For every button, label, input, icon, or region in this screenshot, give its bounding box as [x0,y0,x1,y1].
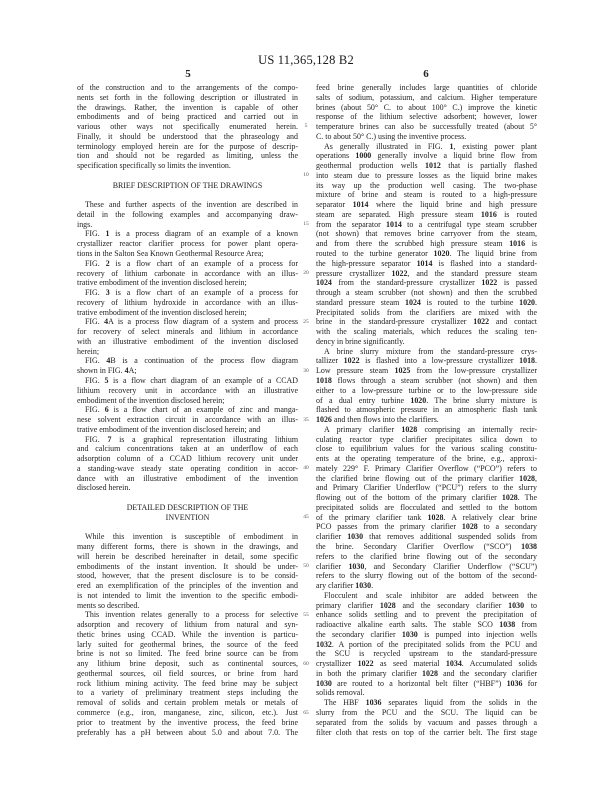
text-line: with the scaling materials, which reduces the scaling ten- [316,327,537,337]
reference-numeral: 1014 [416,258,433,268]
reference-numeral: 1032 [316,639,332,649]
reference-numeral: 1018 [519,356,536,366]
text-line: ary clarifier 1030. [316,581,374,591]
text-line: removal of solids and certain problem metals or metals of [77,698,298,708]
reference-numeral: 1025 [394,366,411,376]
reference-numeral: 1030 [508,600,525,610]
text-line: clarifier 1030, and Secondary Clarifier Underflow (“SCU”) [316,561,537,571]
reference-numeral: 1028 [519,473,536,483]
reference-numeral: 1030 [347,532,364,542]
reference-numeral: 1020 [433,249,450,259]
text-line: Low pressure steam 1025 from the low-pressure crystallizer [316,366,537,376]
reference-numeral: 4 [104,317,109,327]
reference-numeral: 1028 [422,668,438,678]
text-line: thetic brines using CCAD. While the invention is particu- [77,629,298,639]
text-line [77,493,298,503]
reference-numeral: 1014 [386,219,402,229]
text-line: tion and should not be regarded as limiting, unless the [77,151,298,161]
text-line: the brine. Secondary Clarifier Overflow (“SCO”) 1038 [316,541,537,551]
text-line: many different forms, there is shown in the drawings, and [77,541,298,551]
reference-numeral: 1034 [445,659,462,669]
text-line: either to a low-pressure turbine or to the low-pressure side [316,385,537,395]
text-line: 1018 flows through a steam scrubber (not shown) and then [316,375,537,385]
reference-numeral: 1020 [519,297,536,307]
text-line: filter cloth that rests on top of the carrier belt. The first stage [316,727,537,737]
line-number: 60 [303,661,309,668]
reference-numeral: 4 [124,366,129,376]
text-line: the secondary clarifier 1030 is pumped into injection wells [316,629,537,639]
reference-numeral: 1016 [509,239,526,249]
text-line: ered an exemplification of the principles of the invention and [77,581,298,591]
reference-numeral: 1038 [521,541,537,551]
reference-numeral: 1 [105,229,110,239]
text-line [77,190,298,200]
reference-numeral: 1024 [405,297,421,307]
text-line: rock lithium mining activity. The feed brine may be subject [77,678,298,688]
reference-numeral: 1028 [379,600,396,610]
reference-numeral: 1036 [365,698,382,708]
text-line: routed to the turbine generator 1020. The liquid brine from [316,249,537,259]
text-line: tions in the Salton Sea Known Geothermal Resource Area; [77,249,264,259]
text-line: refers to the slurry flowing out of the bottom of the second- [316,571,537,581]
text-line: and Primary Clarifier Underflow (“PCU”) refers to the slurry [316,483,537,493]
reference-numeral: 1028 [461,522,478,532]
text-line: These and further aspects of the invention are described in [85,200,298,210]
text-line: through a steam scrubber (not shown) and then the scrubbed [316,288,537,298]
line-number: 5 [304,123,308,130]
reference-numeral: 1028 [501,493,518,503]
line-number: 65 [303,709,309,716]
text-line: tallizer 1022 is flashed into a low-pressure crystallizer 1018. [316,356,537,366]
text-line: adsorption and recovery of lithium from natural and syn- [77,620,298,630]
text-line: Flocculent and scale inhibitor are added between the [324,590,537,600]
text-line: shown in FIG. 4A; [77,366,137,376]
text-line: Precipitated solids from the clarifiers are mixed with the [316,307,537,317]
text-line: and from there the scrubbed high pressure steam 1016 is [316,239,537,249]
text-line: FIG. 6 is a flow chart of an example of zinc and manga- [85,405,298,415]
reference-numeral: 1 [449,141,454,151]
text-line: response of the lithium selective adsorbent; however, lower [316,112,537,122]
text-line: recovery of lithium carbonate in accordance with an illus- [77,268,298,278]
text-line: of the primary clarifier tank 1028. A relatively clear brine [316,512,537,522]
text-line: PCO passes from the primary clarifier 1028 to a secondary [316,522,538,532]
section-heading: DETAILED DESCRIPTION OF THE [126,502,249,512]
text-line: 1030 are routed to a horizontal belt filter (“HBF”) 1036 for [316,678,537,688]
text-line: from the separator 1014 to a centrifugal type steam scrubber [316,219,537,229]
reference-numeral: 2 [105,258,110,268]
text-line: trative embodiment of the invention disclosed herein; [77,278,247,288]
text-line: brine is not so limited. The feed brine source can be from [77,649,298,659]
reference-numeral: 1014 [352,200,369,210]
text-line: operations 1000 generally involve a liquid brine flow from [316,151,537,161]
text-line: trative embodiment of the invention disclosed herein; [77,307,247,317]
text-line: radioactive alkaline earth salts. The stable SCO 1038 from [316,620,537,630]
column-number-right: 6 [423,68,429,80]
reference-numeral: 3 [105,288,110,298]
text-line: the drawings. Rather, the invention is capable of other [77,102,298,112]
text-line: is not intended to limit the invention to the specific embodi- [77,590,298,600]
column-number-left: 5 [185,68,191,80]
reference-numeral: 1038 [499,620,516,630]
text-line: any lithium brine deposit, such as continental sources, [77,659,298,669]
text-line: 1026 and then flows into the clarifiers. [316,415,439,425]
text-line: will herein be described hereinafter in detail, some specific [77,551,298,561]
reference-numeral: 1024 [316,278,332,288]
text-line: precipitated solids are flocculated and settled to the bottom [316,502,537,512]
line-number: 15 [303,220,309,227]
text-line: a standing-wave steady state operating condition in accor- [77,463,298,473]
text-line: larly suited for geothermal brines, the source of the feed [77,639,298,649]
reference-numeral: 1022 [473,317,490,327]
line-number: 10 [303,172,309,179]
text-line: FIG. 2 is a flow chart of an example of a process for [85,258,298,268]
text-line: lithium recovery unit in accordance with an illustrative [77,385,298,395]
reference-numeral: 1018 [316,375,332,385]
reference-numeral: 4 [106,356,111,366]
text-line: FIG. 1 is a process diagram of an example of a known [85,229,298,239]
text-line: ments so described. [77,600,140,610]
text-line: embodiments of the instant invention. It should be under- [77,561,298,571]
reference-numeral: 1022 [343,356,360,366]
reference-numeral: 5 [104,375,109,385]
text-line: primary clarifier 1028 and the secondary clarifier 1030 to [316,600,538,610]
reference-numeral: 1030 [348,561,365,571]
text-line: trative embodiment of the invention disclosed herein; and [77,424,261,434]
text-line: disclosed herein. [77,483,131,493]
text-line: the high-pressure separator 1014 is flashed into a standard- [316,258,537,268]
text-line: This invention relates generally to a process for selective [85,610,298,620]
text-line: commerce (e.g., iron, manganese, zinc, silicon, etc.). Just [77,708,298,717]
text-line: As generally illustrated in FIG. 1, existing power plant [324,141,537,151]
text-line: brines (about 50° C. to about 100° C.) improve the kinetic [316,102,537,112]
text-line: dency in brine significantly. [316,336,405,346]
text-line: stood, however, that the present disclosure is to be consid- [77,571,298,581]
text-line: dance with an illustrative embodiment of the invention [77,473,298,483]
text-line: FIG. 4B is a continuation of the process flow diagram [85,356,298,366]
text-line: FIG. 3 is a flow chart of an example of a process for [85,288,298,298]
text-line: slurry from the PCU and the SCU. The liquid can be [316,708,537,717]
reference-numeral: 1020 [410,395,427,405]
section-heading: BRIEF DESCRIPTION OF THE DRAWINGS [112,180,263,190]
reference-numeral: 1030 [316,678,332,688]
text-line: the SCU is recycled upstream to the standard-pressure [316,649,537,659]
text-line: clarifier 1030 that removes additional suspended solids from [316,532,537,542]
reference-numeral: 1000 [355,151,372,161]
text-line: mixture of brine and steam is routed to a high-pressure [316,190,537,200]
text-line: geothermal sources, oil field sources, or brine from hard [77,668,298,678]
text-line: salts of sodium, potassium, and calcium. Higher temperature [316,92,537,102]
text-line: 1032. A portion of the precipitated solids from the PCU and [316,639,537,649]
line-number: 40 [303,465,309,472]
text-line: steam are separated. High pressure steam 1016 is routed [316,209,537,219]
text-line: various other ways not specifically enumerated herein. [77,122,298,132]
text-line: close to equilibrium values for the various scaling constitu- [316,444,537,454]
text-line: flashed to atmospheric pressure in an atmospheric flash tank [316,405,537,415]
text-line: FIG. 5 is a flow chart diagram of an example of a CCAD [85,375,298,385]
right-text-column [316,83,537,737]
text-line: its way up the production well casing. The two-phase [316,180,537,190]
text-line [77,522,298,532]
text-line: nents set forth in the following description or illustrated in [77,92,298,102]
text-line: into steam due to pressure losses as the liquid brine makes [316,170,537,180]
left-text-column [77,83,298,737]
reference-numeral: 1030 [355,581,372,591]
text-line: While this invention is susceptible of embodiment in [85,532,298,542]
text-line [77,171,298,181]
text-line: (not shown) that removes brine carryover from the steam, [316,229,537,239]
text-line: flowing out of the bottom of the primary clarifier 1028. The [316,493,538,503]
text-line: FIG. 4A is a process flow diagram of a system and process [85,317,298,327]
text-line: crystallizer reactor clarifier process for power plant opera- [77,239,298,249]
line-number: 35 [303,416,309,423]
reference-numeral: 1022 [481,278,498,288]
text-line: of the construction and to the arrangements of the compo- [77,83,298,92]
text-line: pressure crystallizer 1022, and the standard pressure steam [316,268,537,278]
text-line: culating reactor type clarifier precipitates silica down to [316,434,537,444]
text-line: enhance solids settling and to prevent the precipitation of [316,610,537,620]
text-line: ents at the operating temperature of the brine, e.g., approxi- [316,454,537,464]
text-line: brine in the standard-pressure crystallizer 1022 and contact [316,317,537,327]
text-line: detail in the following examples and accompanying draw- [77,209,298,219]
text-line: to a variety of preliminary treatment steps including the [77,688,298,698]
text-line: and calcium concentrations taken at an underflow of each [77,444,298,454]
text-line: mately 229° F. Primary Clarifier Overflow (“PCO”) refers to [316,463,537,473]
text-line: FIG. 7 is a graphical representation illustrating lithium [85,434,298,444]
line-number: 50 [303,563,309,570]
text-line: herein; [77,346,100,356]
text-line: standard pressure steam 1024 is routed to the turbine 1020. [316,297,537,307]
text-line: separated from the solids by vacuum and passes through a [316,717,537,727]
line-number: 55 [303,612,309,619]
text-line: with an illustrative embodiment of the invention disclosed [77,336,298,346]
text-line: 1024 from the standard-pressure crystallizer 1022 is passed [316,278,537,288]
text-line: adsorption column of a CCAD lithium recovery unit under [77,454,298,464]
text-line: The HBF 1036 separates liquid from the solids in the [324,698,537,708]
reference-numeral: 1016 [480,209,497,219]
text-line: the clarified brine flowing out of the primary clarifier 1028, [316,473,537,483]
text-line: separator 1014 where the liquid brine and high pressure [316,200,537,210]
reference-numeral: 1026 [316,415,332,425]
reference-numeral: 1036 [506,678,523,688]
text-line: feed brine generally includes large quantities of chloride [316,83,537,92]
text-line: in both the primary clarifier 1028 and the secondary clarifier [316,668,537,678]
text-line: solids removal. [316,688,365,698]
reference-numeral: 6 [104,405,109,415]
text-line: C. to about 50° C.) using the inventive process. [316,131,467,141]
text-line: recovery of lithium hydroxide in accordance with an illus- [77,297,298,307]
text-line: geothermal production wells 1012 that is partially flashed [316,161,537,171]
line-number: 30 [303,367,309,374]
reference-numeral: 7 [107,434,112,444]
text-line: preferably has a pH between about 5.0 and about 7.0. The [77,727,298,737]
text-line: temperature brines can also be successfully treated (about 5° [316,122,537,132]
text-line: A brine slurry mixture from the standard-pressure crys- [324,346,537,356]
line-number: 45 [303,514,309,521]
reference-numeral: 1012 [425,161,441,171]
patent-number-header: US 11,365,128 B2 [258,53,354,67]
text-line: ings. [77,219,93,229]
reference-numeral: 1028 [427,512,444,522]
text-line: embodiments and of being practiced and carried out in [77,112,298,122]
text-line: Finally, it should be understood that the phraseology and [77,131,298,141]
text-line: prior to treatment by the inventive process, the feed brine [77,717,298,727]
text-line: terminology employed herein are for the purpose of descrip- [77,141,298,151]
text-line: A primary clarifier 1028 comprising an internally recir- [324,424,537,434]
text-line: specification specifically so limits the invention. [77,161,231,171]
reference-numeral: 1030 [401,629,418,639]
text-line: nese solvent extraction circuit in accordance with an illus- [77,415,298,425]
text-line: of a dual entry turbine 1020. The brine slurry mixture is [316,395,537,405]
line-number: 20 [303,269,309,276]
reference-numeral: 1028 [401,424,418,434]
reference-numeral: 1022 [391,268,408,278]
text-line: for recovery of select minerals and lithium in accordance [77,327,298,337]
text-line: embodiment of the invention disclosed herein; [77,395,225,405]
reference-numeral: 1022 [357,659,374,669]
text-line: refers to the clarified brine flowing out of the secondary [316,551,537,561]
line-number: 25 [303,318,309,325]
text-line: crystallizer 1022 as seed material 1034. Accumulated solids [316,659,538,669]
section-heading: INVENTION [165,512,210,522]
